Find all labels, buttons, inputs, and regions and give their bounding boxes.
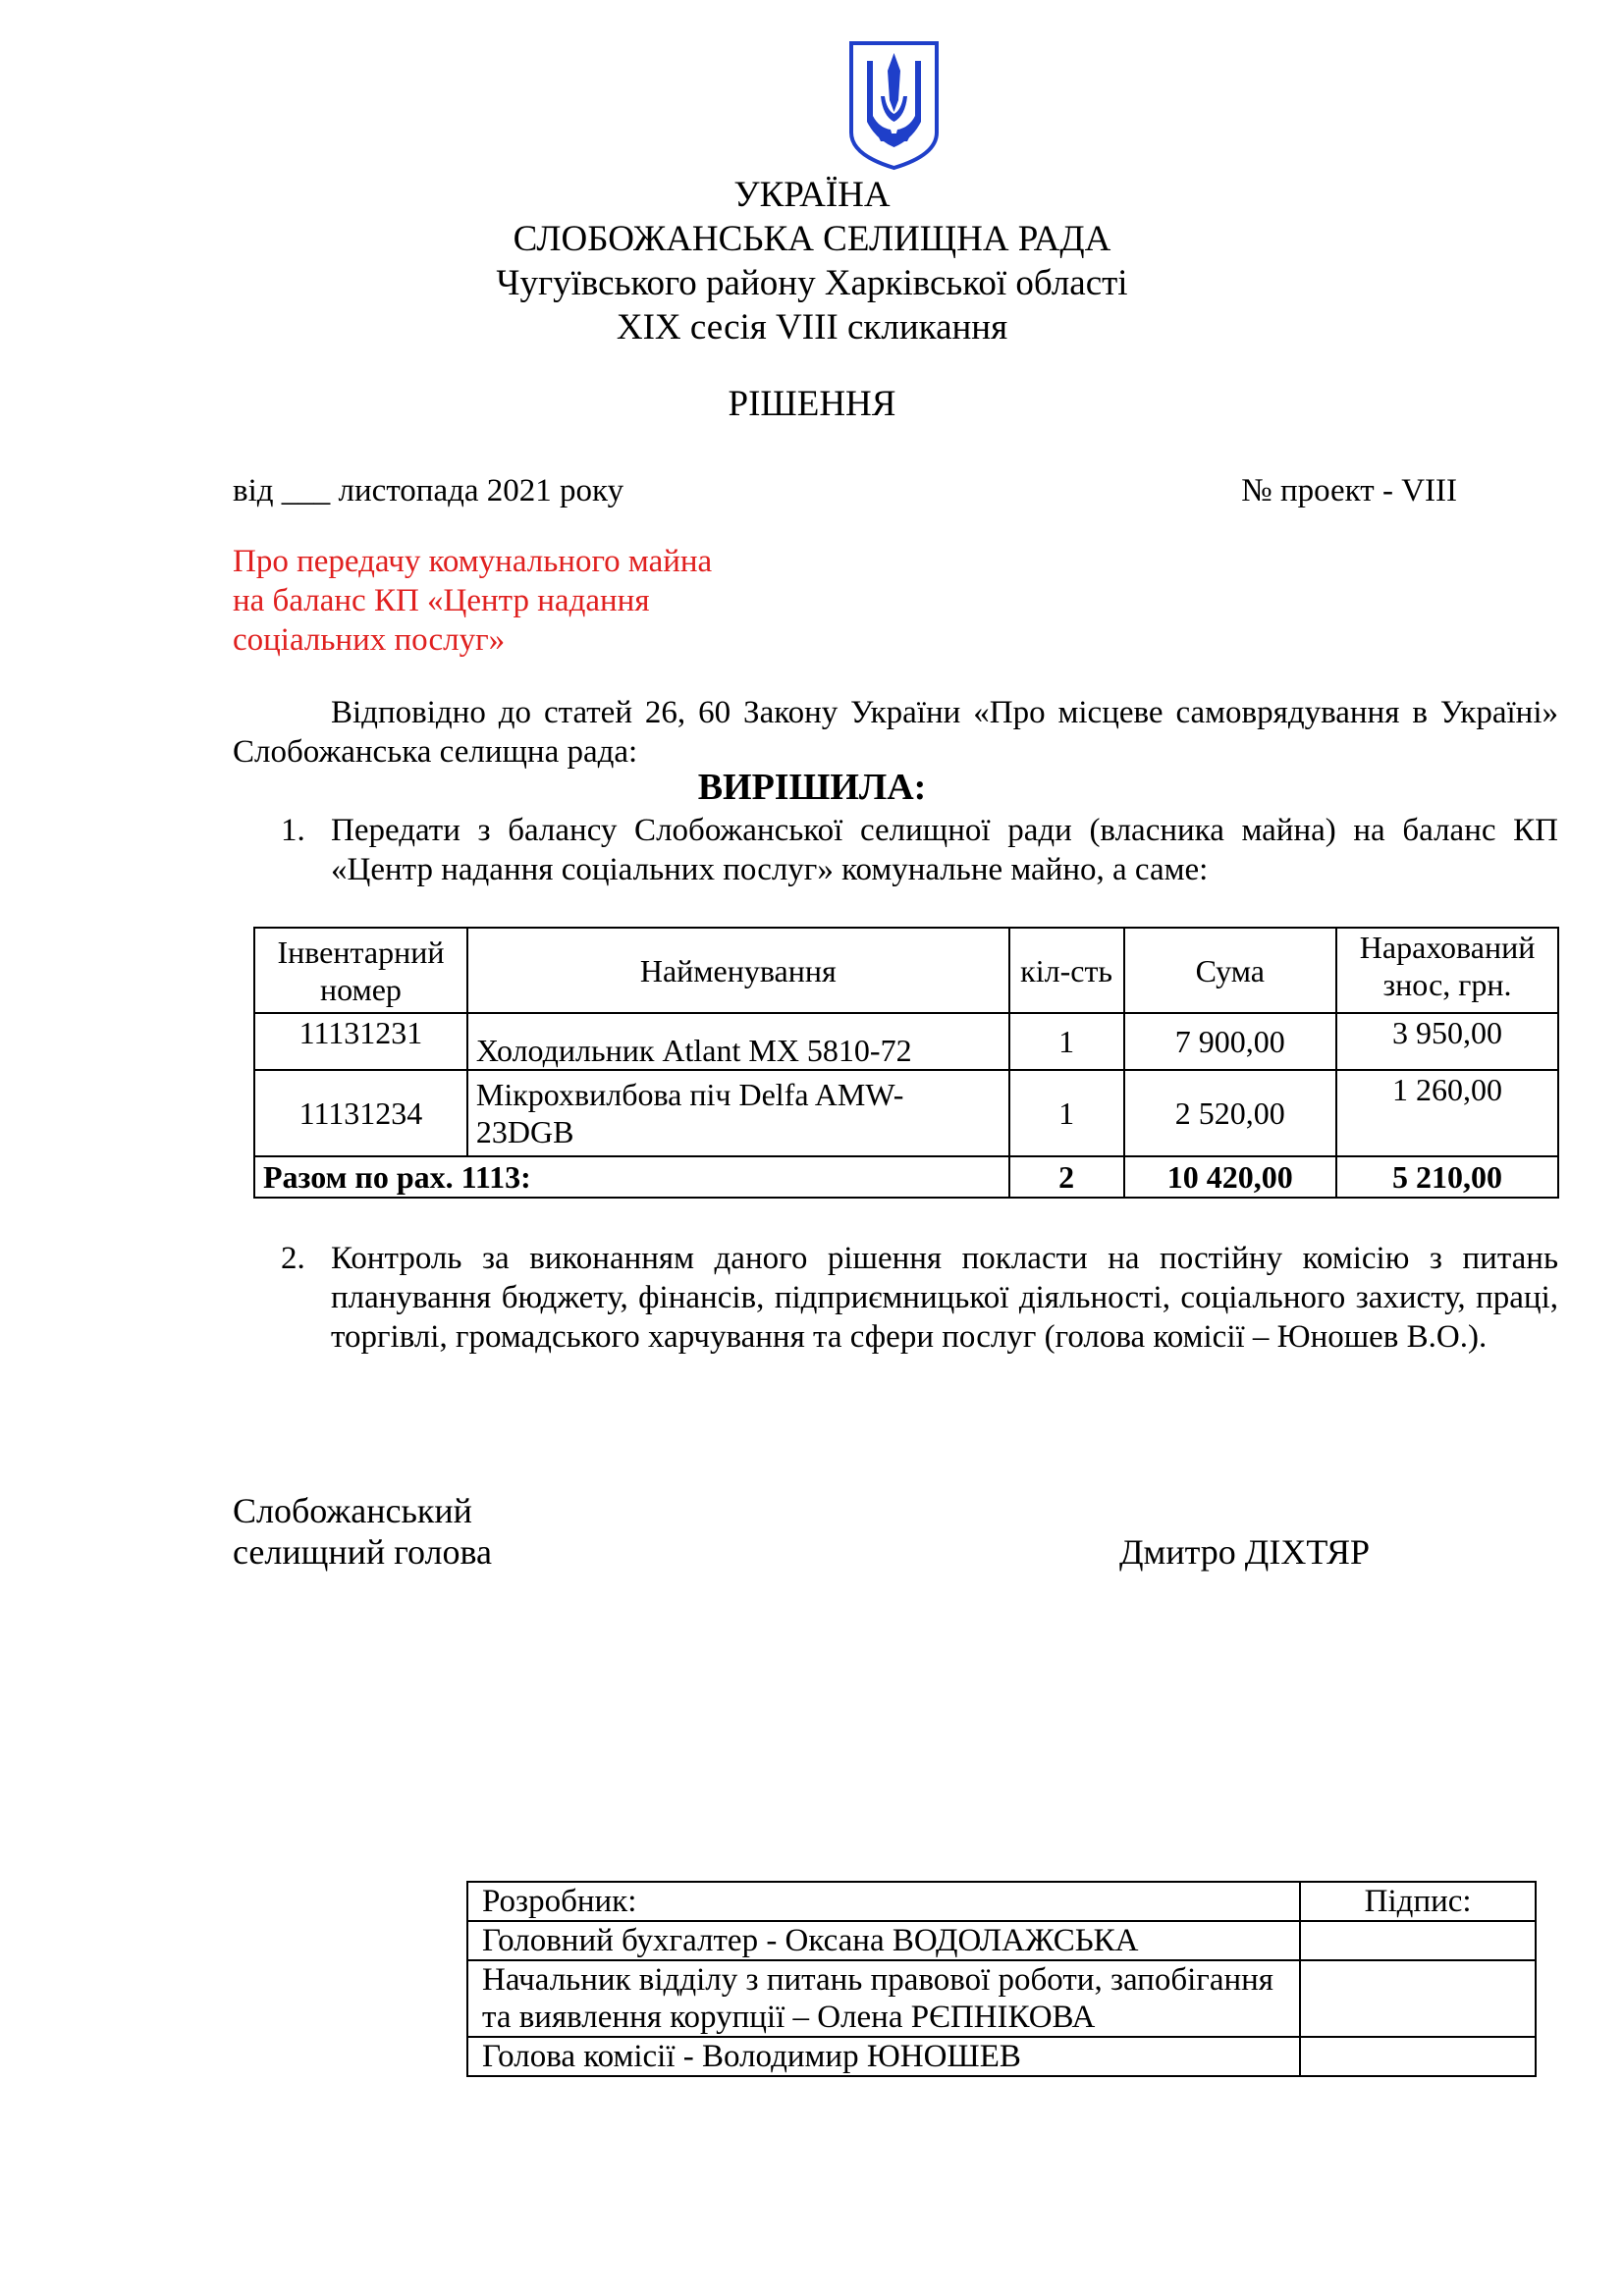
header-council: СЛОБОЖАНСЬКА СЕЛИЩНА РАДА xyxy=(513,219,1111,259)
signature-label: Підпис: xyxy=(1300,1882,1536,1921)
approval-row xyxy=(467,1960,1536,2037)
approval-row xyxy=(467,2037,1536,2076)
cell-sum: 7 900,00 xyxy=(1124,1013,1337,1070)
col-header-name: Найменування xyxy=(467,928,1009,1013)
signature-cell xyxy=(1300,1960,1536,2037)
item-1-text: Передати з балансу Слобожанської селищної ради (власника майна) на баланс КП «Центр надання соціальних послуг» комунальне майно, а саме: xyxy=(331,813,1558,887)
approver-name: Начальник відділу з питань правової роботи, запобігання та виявлення корупції – Олена РЄПНІКОВА xyxy=(467,1960,1300,2037)
document-number: № проект - VIII xyxy=(1241,473,1457,508)
cell-name: Холодильник Atlant МХ 5810-72 xyxy=(467,1013,1009,1070)
approver-name: Голова комісії - Володимир ЮНОШЕВ xyxy=(467,2037,1300,2076)
table-row xyxy=(254,1013,1558,1070)
subject-line-3: соціальних послуг» xyxy=(233,622,506,658)
approval-header-row xyxy=(467,1882,1536,1921)
col-header-sum: Сума xyxy=(1124,928,1337,1013)
table-row xyxy=(254,1070,1558,1156)
coat-of-arms-emblem xyxy=(847,39,941,172)
approver-name: Головний бухгалтер - Оксана ВОДОЛАЖСЬКА xyxy=(467,1921,1300,1960)
cell-sum: 2 520,00 xyxy=(1124,1070,1337,1156)
approval-table xyxy=(466,1881,1537,2077)
signature-cell xyxy=(1300,2037,1536,2076)
document-date: від ___ листопада 2021 року xyxy=(233,473,624,508)
item-2-number: 2. xyxy=(281,1241,305,1276)
header-country: УКРАЇНА xyxy=(733,175,891,215)
decided-heading: ВИРІШИЛА: xyxy=(697,767,927,808)
item-1-number: 1. xyxy=(281,813,305,848)
cell-inventory: 11131234 xyxy=(254,1070,467,1156)
table-total-row xyxy=(254,1156,1558,1198)
signatory-title-line-2: селищний голова xyxy=(233,1532,493,1572)
cell-quantity: 1 xyxy=(1009,1013,1124,1070)
header-session: ХІХ сесія VIII скликання xyxy=(616,307,1008,347)
cell-quantity: 1 xyxy=(1009,1070,1124,1156)
col-header-depreciation: Нарахований знос, грн. xyxy=(1336,928,1558,1013)
col-header-quantity: кіл-сть xyxy=(1009,928,1124,1013)
signatory-title-line-1: Слобожанський xyxy=(233,1491,472,1530)
header-district: Чугуївського району Харківської області xyxy=(496,263,1128,303)
total-sum: 10 420,00 xyxy=(1124,1156,1337,1198)
item-2-text: Контроль за виконанням даного рішення покласти на постійну комісію з питань планування бюджету, фінансів, підприємницької діяльності, соціального захисту, праці, торгівлі, громадського харчування та сфери послуг (голова комісії – Юношев В.О.). xyxy=(331,1241,1558,1355)
col-header-inventory: Інвентарний номер xyxy=(254,928,467,1013)
cell-depreciation: 1 260,00 xyxy=(1336,1070,1558,1156)
total-quantity: 2 xyxy=(1009,1156,1124,1198)
cell-depreciation: 3 950,00 xyxy=(1336,1013,1558,1070)
signatory-name: Дмитро ДІХТЯР xyxy=(1119,1532,1370,1572)
document-type: РІШЕННЯ xyxy=(728,384,896,424)
signature-cell xyxy=(1300,1921,1536,1960)
table-header-row xyxy=(254,928,1558,1013)
cell-inventory: 11131231 xyxy=(254,1013,467,1070)
total-label: Разом по рах. 1113: xyxy=(254,1156,1009,1198)
subject-line-2: на баланс КП «Центр надання xyxy=(233,583,650,618)
developer-label: Розробник: xyxy=(467,1882,1300,1921)
preamble: Відповідно до статей 26, 60 Закону України «Про місцеве самоврядування в Україні» Слобожанська селищна рада: xyxy=(233,695,1558,770)
approval-row xyxy=(467,1921,1536,1960)
cell-name: Мікрохвилбова піч Delfa AMW-23DGB xyxy=(467,1070,1009,1156)
total-depreciation: 5 210,00 xyxy=(1336,1156,1558,1198)
subject-line-1: Про передачу комунального майна xyxy=(233,544,713,579)
property-table xyxy=(253,927,1559,1199)
